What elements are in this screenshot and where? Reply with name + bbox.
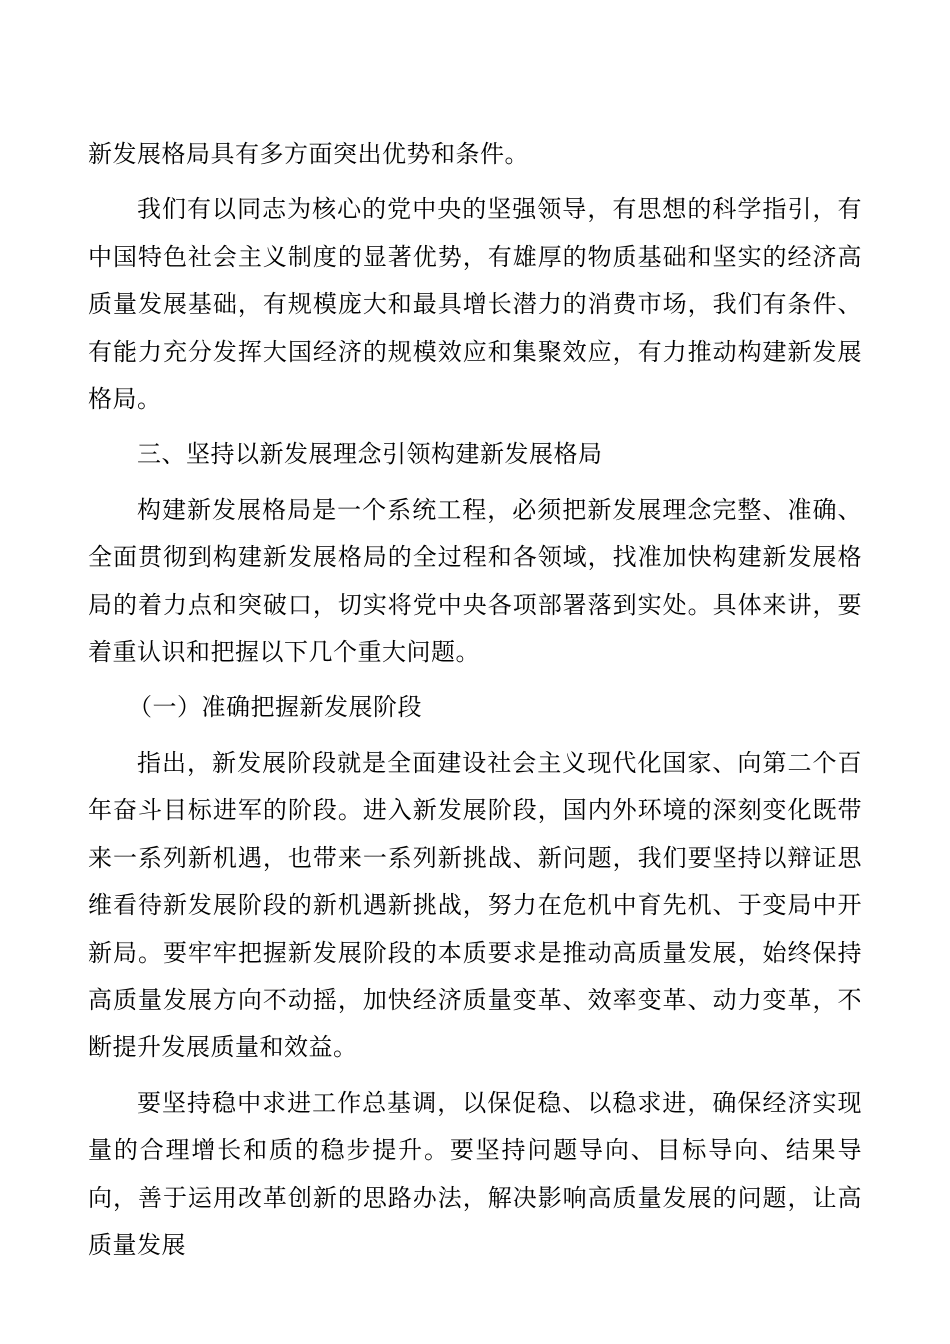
paragraph-leadership: 我们有以同志为核心的党中央的坚强领导，有思想的科学指引，有中国特色社会主义制度的显著优势，有雄厚的物质基础和坚实的经济高质量发展基础，有规模庞大和最具增长潜力的消费市场，我们有条件、有能力充分发挥大国经济的规模效应和集聚效应，有力推动构建新发展格局。 (88, 195, 862, 414)
paragraph-new-stage: 指出，新发展阶段就是全面建设社会主义现代化国家、向第二个百年奋斗目标进军的阶段。进入新发展阶段，国内外环境的深刻变化既带来一系列新机遇，也带来一系列新挑战、新问题，我们要坚持以辩证思维看待新发展阶段的新机遇新挑战，努力在危机中育先机、于变局中开新局。要牢牢把握新发展阶段的本质要求是推动高质量发展，始终保持高质量发展方向不动摇，加快经济质量变革、效率变革、动力变革，不断提升发展质量和效益。 (88, 748, 862, 1062)
subsection-heading-one: （一）准确把握新发展阶段 (128, 693, 422, 722)
section-heading-three: 三、坚持以新发展理念引领构建新发展格局 (137, 440, 603, 469)
paragraph-continuation: 新发展格局具有多方面突出优势和条件。 (88, 140, 529, 168)
paragraph-system-engineering: 构建新发展格局是一个系统工程，必须把新发展理念完整、准确、全面贯彻到构建新发展格局的全过程和各领域，找准加快构建新发展格局的着力点和突破口，切实将党中央各项部署落到实处。具体来讲，要着重认识和把握以下几个重大问题。 (88, 495, 862, 667)
paragraph-steady-progress: 要坚持稳中求进工作总基调，以保促稳、以稳求进，确保经济实现量的合理增长和质的稳步提升。要坚持问题导向、目标导向、结果导向，善于运用改革创新的思路办法，解决影响高质量发展的问题，让高质量发展 (88, 1088, 862, 1259)
document-page (88, 131, 862, 1277)
